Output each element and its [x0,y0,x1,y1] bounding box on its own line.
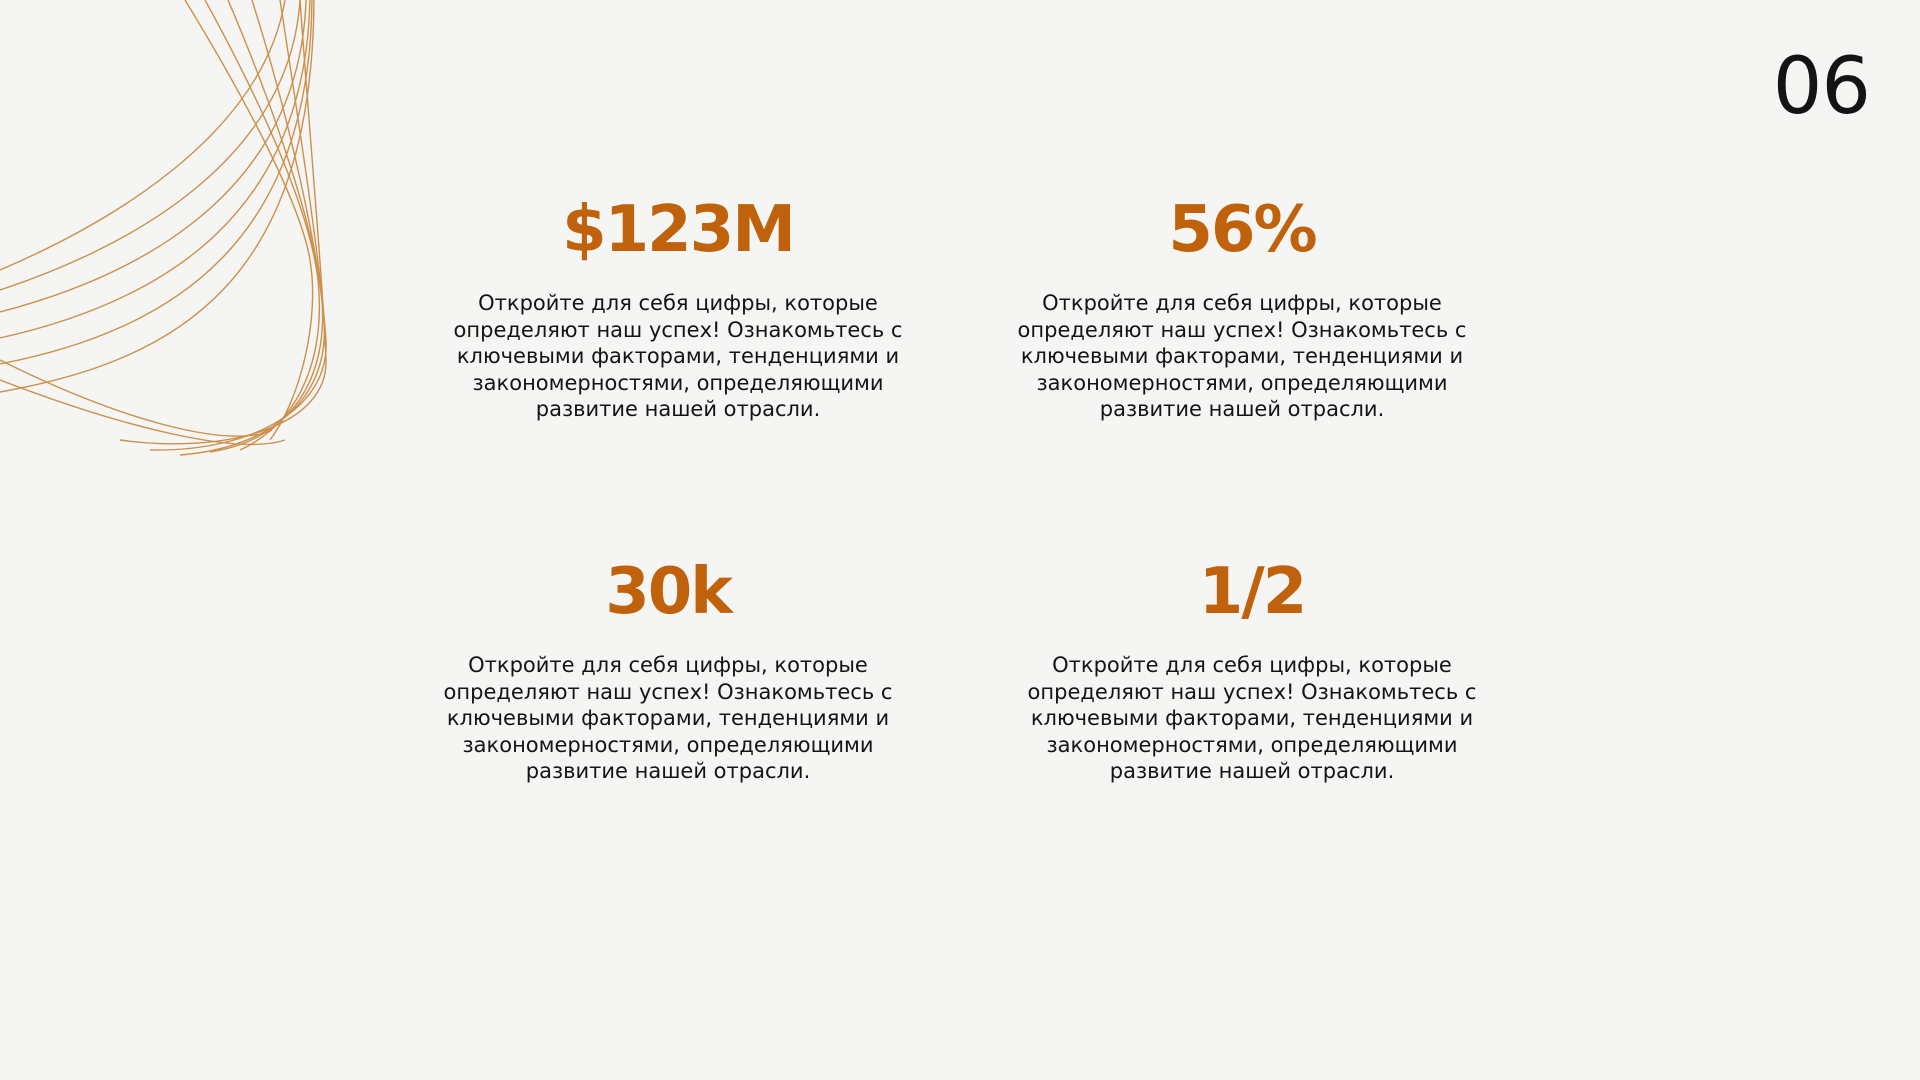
stat-description: Откройте для себя цифры, которые определяют наш успех! Ознакомьтесь с ключевыми факторами, тенденциями и закономерностями, определяющими развитие нашей отрасли. [453,291,903,421]
line-waves-decoration-icon [0,0,340,470]
stat-value: 30k [605,555,731,629]
page-number: 06 [1772,42,1870,132]
stat-description: Откройте для себя цифры, которые определяют наш успех! Ознакомьтесь с ключевыми факторами, тенденциями и закономерностями, определяющими развитие нашей отрасли. [1027,653,1477,783]
stat-block [1002,193,1482,423]
stat-block [438,193,918,423]
stat-value: 1/2 [1198,555,1306,629]
stat-block [428,555,908,785]
stat-value: 56% [1168,193,1316,267]
stat-block [1012,555,1492,785]
stat-description: Откройте для себя цифры, которые определяют наш успех! Ознакомьтесь с ключевыми факторами, тенденциями и закономерностями, определяющими развитие нашей отрасли. [1017,291,1467,421]
stat-value: $123M [562,193,794,267]
stat-description: Откройте для себя цифры, которые определяют наш успех! Ознакомьтесь с ключевыми факторами, тенденциями и закономерностями, определяющими развитие нашей отрасли. [443,653,893,783]
